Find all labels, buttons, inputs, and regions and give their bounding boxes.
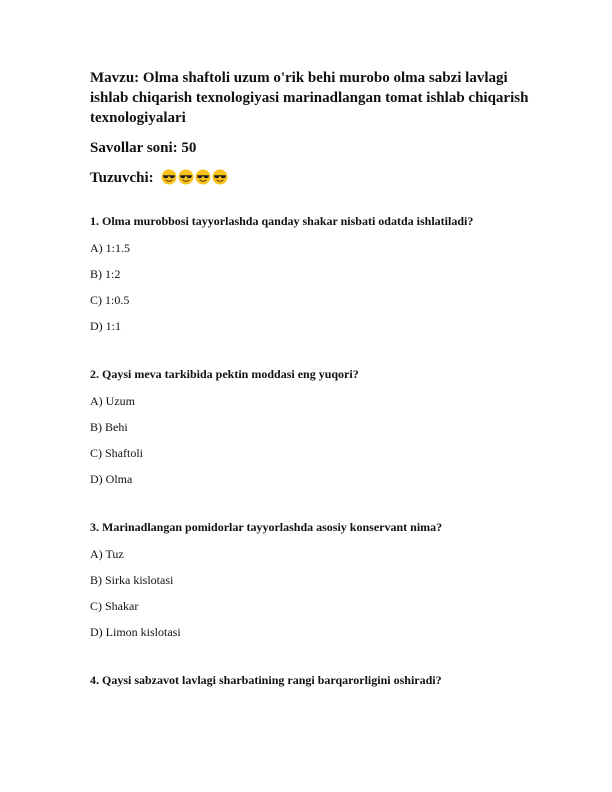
document-topic: Mavzu: Olma shaftoli uzum o'rik behi murobo olma sabzi lavlagi ishlab chiqarish texnologiyasi marinadlangan tomat ishlab chiqarish texnologiyalari [90, 70, 529, 126]
answer-option: D) 1:1 [90, 319, 121, 333]
question-count: Savollar soni: 50 [90, 140, 197, 156]
document-page [90, 68, 530, 722]
question-text: 1. Olma murobbosi tayyorlashda qanday shakar nisbati odatda ishlatiladi? [90, 214, 474, 228]
answer-option: C) 1:0.5 [90, 293, 130, 307]
answer-option: D) Olma [90, 472, 133, 486]
question-list [90, 214, 530, 688]
answer-option: A) 1:1.5 [90, 241, 130, 255]
sunglasses-face-icon [161, 169, 177, 185]
question-block [90, 214, 530, 333]
sunglasses-face-icon [195, 169, 211, 185]
question-text: 3. Marinadlangan pomidorlar tayyorlashda asosiy konservant nima? [90, 520, 443, 534]
question-block [90, 367, 530, 486]
sunglasses-face-icon [212, 169, 228, 185]
answer-option: A) Tuz [90, 547, 124, 561]
compiler-label: Tuzuvchi: [90, 170, 154, 186]
question-block [90, 673, 530, 688]
answer-option: D) Limon kislotasi [90, 625, 181, 639]
compiler-emoji-group [161, 169, 228, 185]
answer-option: B) 1:2 [90, 267, 121, 281]
compiler-line [90, 168, 530, 188]
answer-option: C) Shakar [90, 599, 139, 613]
question-text: 2. Qaysi meva tarkibida pektin moddasi eng yuqori? [90, 367, 359, 381]
question-block [90, 520, 530, 639]
answer-option: B) Sirka kislotasi [90, 573, 174, 587]
question-text: 4. Qaysi sabzavot lavlagi sharbatining rangi barqarorligini oshiradi? [90, 673, 442, 687]
answer-option: A) Uzum [90, 394, 135, 408]
answer-option: C) Shaftoli [90, 446, 143, 460]
answer-option: B) Behi [90, 420, 128, 434]
sunglasses-face-icon [178, 169, 194, 185]
